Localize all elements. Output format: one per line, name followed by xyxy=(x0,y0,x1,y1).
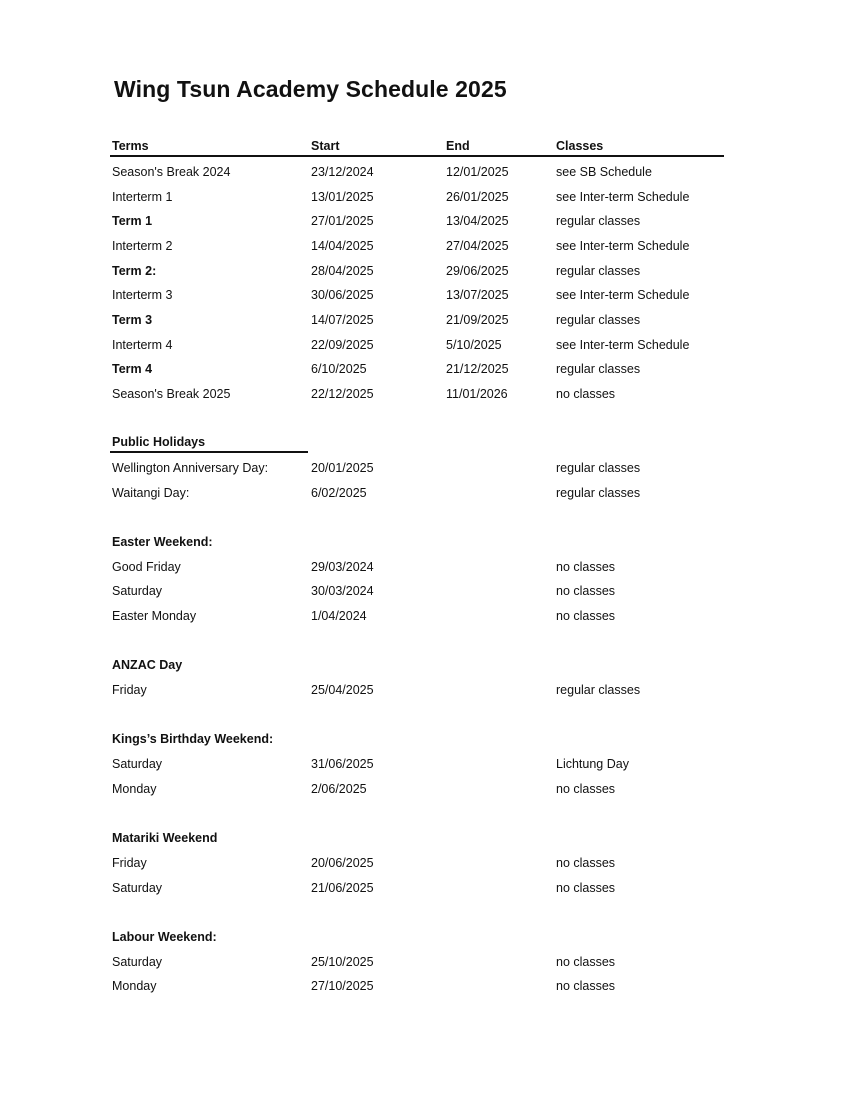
term-start: 6/10/2025 xyxy=(311,362,367,376)
table-row xyxy=(112,878,732,898)
term-start: 23/12/2024 xyxy=(311,165,374,179)
term-name: Interterm 2 xyxy=(112,239,173,253)
holiday-name: Saturday xyxy=(112,881,163,895)
term-classes: regular classes xyxy=(556,214,641,228)
holiday-name: Saturday xyxy=(112,955,163,969)
table-row xyxy=(112,211,732,231)
term-classes: see SB Schedule xyxy=(556,165,652,179)
holiday-date: 30/03/2024 xyxy=(311,584,374,598)
section-heading: Labour Weekend: xyxy=(112,930,217,944)
section-heading-labour xyxy=(112,927,732,947)
section-heading-easter xyxy=(112,532,732,552)
section-heading: Easter Weekend: xyxy=(112,535,213,549)
header-classes: Classes xyxy=(556,139,604,153)
holiday-name: Monday xyxy=(112,782,157,796)
holiday-name: Friday xyxy=(112,683,147,697)
holiday-name: Saturday xyxy=(112,757,163,771)
holiday-classes: no classes xyxy=(556,584,616,598)
term-name: Term 1 xyxy=(112,214,153,228)
term-classes: see Inter-term Schedule xyxy=(556,239,690,253)
holiday-classes: no classes xyxy=(556,856,616,870)
term-classes: regular classes xyxy=(556,362,641,376)
holiday-date: 2/06/2025 xyxy=(311,782,367,796)
term-start: 28/04/2025 xyxy=(311,264,374,278)
table-row xyxy=(112,680,732,700)
holiday-name: Waitangi Day: xyxy=(112,486,190,500)
term-name: Interterm 1 xyxy=(112,190,173,204)
page-title: Wing Tsun Academy Schedule 2025 xyxy=(114,76,507,102)
table-row xyxy=(112,359,732,379)
holiday-date: 6/02/2025 xyxy=(311,486,367,500)
holiday-name: Easter Monday xyxy=(112,609,197,623)
term-end: 21/12/2025 xyxy=(446,362,509,376)
holiday-date: 20/01/2025 xyxy=(311,461,374,475)
header-terms: Terms xyxy=(112,139,149,153)
header-end: End xyxy=(446,139,470,153)
holiday-classes: no classes xyxy=(556,609,616,623)
term-end: 13/04/2025 xyxy=(446,214,509,228)
table-row xyxy=(112,335,732,355)
holiday-name: Saturday xyxy=(112,584,163,598)
section-heading-kings-birthday xyxy=(112,729,732,749)
table-row xyxy=(112,606,732,626)
holiday-classes: regular classes xyxy=(556,461,641,475)
table-row xyxy=(112,458,732,478)
holiday-name: Good Friday xyxy=(112,560,181,574)
table-row xyxy=(112,976,732,996)
holiday-date: 29/03/2024 xyxy=(311,560,374,574)
holiday-classes: no classes xyxy=(556,979,616,993)
term-name: Term 4 xyxy=(112,362,153,376)
holiday-date: 1/04/2024 xyxy=(311,609,367,623)
term-name: Season's Break 2024 xyxy=(112,165,231,179)
table-row xyxy=(112,483,732,503)
term-end: 26/01/2025 xyxy=(446,190,509,204)
table-row xyxy=(112,853,732,873)
section-heading-public-holidays xyxy=(112,432,732,452)
term-classes: regular classes xyxy=(556,264,641,278)
section-heading: Matariki Weekend xyxy=(112,831,218,845)
term-classes: see Inter-term Schedule xyxy=(556,190,690,204)
table-row xyxy=(112,310,732,330)
holiday-classes: regular classes xyxy=(556,683,641,697)
table-row xyxy=(112,952,732,972)
header-start: Start xyxy=(311,139,340,153)
table-row xyxy=(112,557,732,577)
holiday-classes: no classes xyxy=(556,782,616,796)
term-end: 5/10/2025 xyxy=(446,338,502,352)
holiday-date: 25/10/2025 xyxy=(311,955,374,969)
table-row xyxy=(112,162,732,182)
holiday-date: 25/04/2025 xyxy=(311,683,374,697)
table-row xyxy=(112,384,732,404)
term-classes: regular classes xyxy=(556,313,641,327)
term-name: Interterm 4 xyxy=(112,338,173,352)
holiday-name: Monday xyxy=(112,979,157,993)
table-row xyxy=(112,261,732,281)
table-header xyxy=(112,136,732,156)
section-heading: ANZAC Day xyxy=(112,658,183,672)
term-end: 21/09/2025 xyxy=(446,313,509,327)
term-name: Term 3 xyxy=(112,313,153,327)
section-heading: Kings’s Birthday Weekend: xyxy=(112,732,274,746)
table-row xyxy=(112,236,732,256)
holiday-date: 21/06/2025 xyxy=(311,881,374,895)
term-name: Season's Break 2025 xyxy=(112,387,231,401)
term-end: 27/04/2025 xyxy=(446,239,509,253)
section-heading: Public Holidays xyxy=(112,435,206,449)
term-start: 30/06/2025 xyxy=(311,288,374,302)
term-classes: see Inter-term Schedule xyxy=(556,288,690,302)
term-end: 13/07/2025 xyxy=(446,288,509,302)
holiday-classes: no classes xyxy=(556,881,616,895)
holiday-date: 27/10/2025 xyxy=(311,979,374,993)
holiday-classes: no classes xyxy=(556,560,616,574)
term-start: 14/07/2025 xyxy=(311,313,374,327)
term-end: 11/01/2026 xyxy=(446,387,508,401)
term-classes: see Inter-term Schedule xyxy=(556,338,690,352)
table-row xyxy=(112,779,732,799)
term-end: 12/01/2025 xyxy=(446,165,509,179)
term-start: 14/04/2025 xyxy=(311,239,374,253)
term-start: 27/01/2025 xyxy=(311,214,374,228)
term-name: Term 2: xyxy=(112,264,157,278)
term-classes: no classes xyxy=(556,387,616,401)
table-row xyxy=(112,581,732,601)
holiday-classes: Lichtung Day xyxy=(556,757,629,771)
term-start: 13/01/2025 xyxy=(311,190,374,204)
holiday-classes: no classes xyxy=(556,955,616,969)
table-row xyxy=(112,187,732,207)
section-heading-matariki xyxy=(112,828,732,848)
section-heading-anzac xyxy=(112,655,732,675)
term-start: 22/12/2025 xyxy=(311,387,374,401)
term-start: 22/09/2025 xyxy=(311,338,374,352)
term-name: Interterm 3 xyxy=(112,288,173,302)
holiday-date: 31/06/2025 xyxy=(311,757,374,771)
table-row xyxy=(112,754,732,774)
header-rule xyxy=(110,155,724,157)
holiday-classes: regular classes xyxy=(556,486,641,500)
holiday-name: Friday xyxy=(112,856,147,870)
term-end: 29/06/2025 xyxy=(446,264,509,278)
holiday-name: Wellington Anniversary Day: xyxy=(112,461,269,475)
holiday-date: 20/06/2025 xyxy=(311,856,374,870)
public-holidays-rule xyxy=(110,451,308,453)
table-row xyxy=(112,285,732,305)
